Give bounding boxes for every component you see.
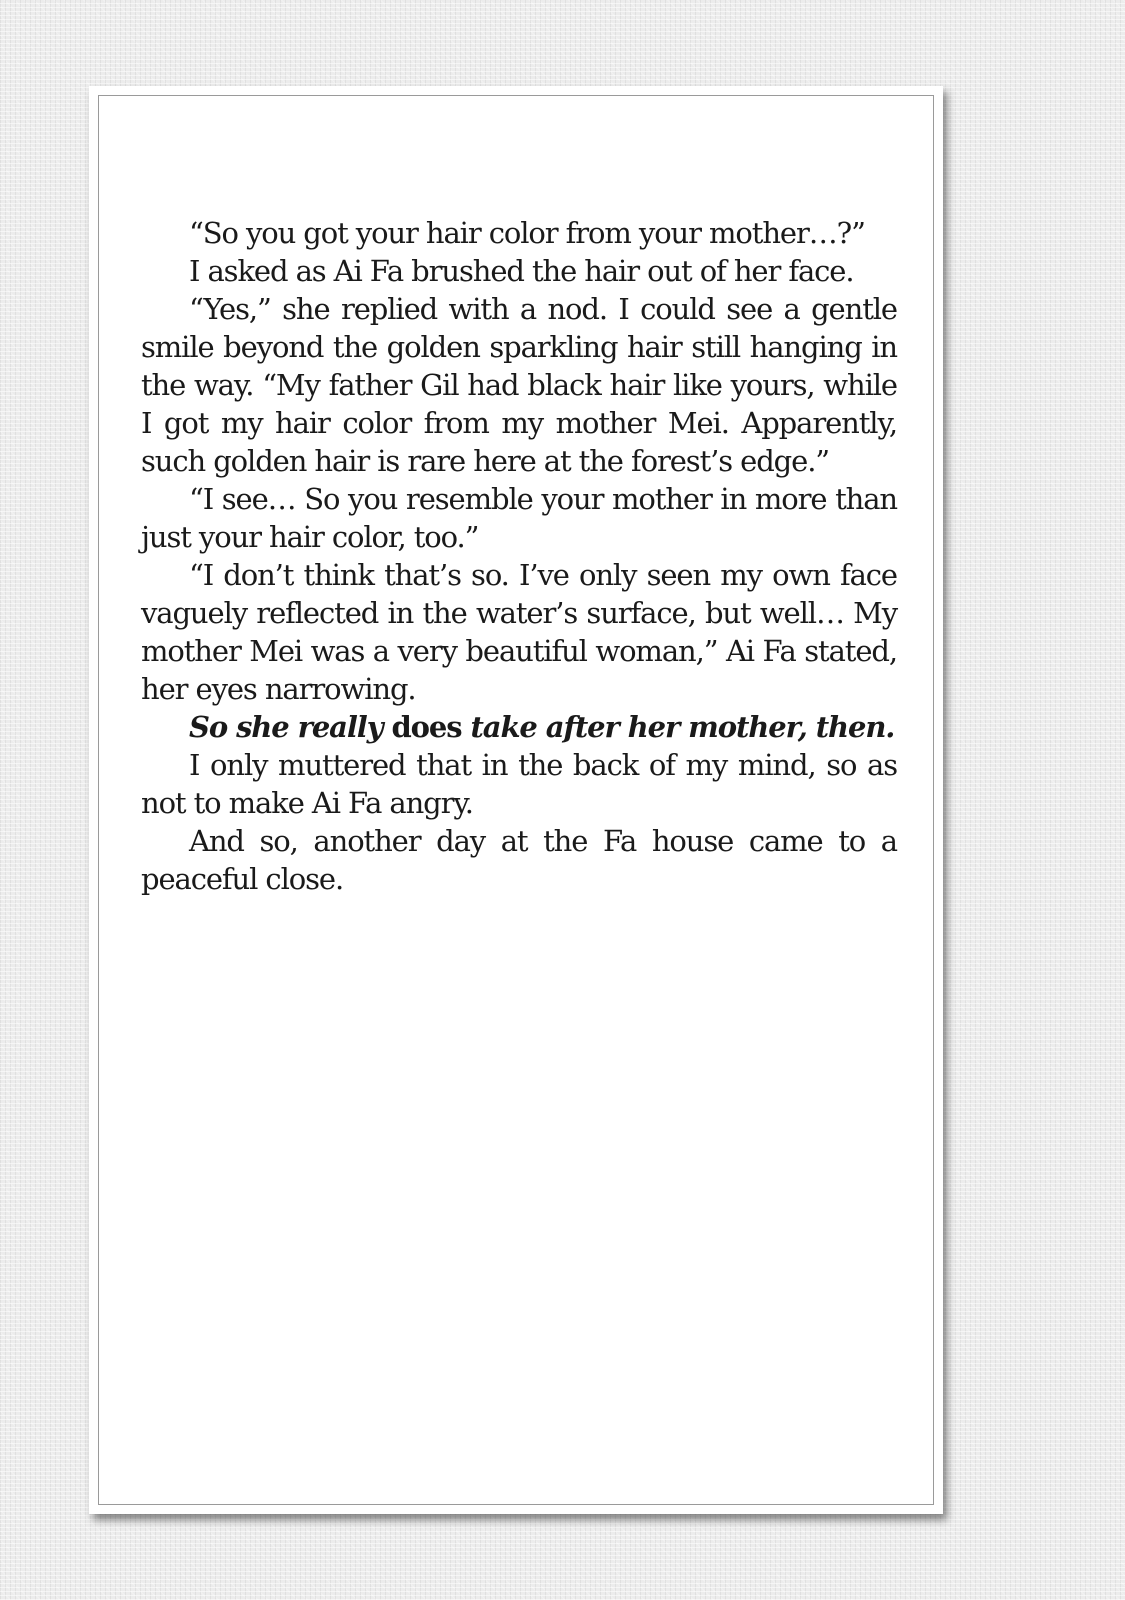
- inner-thought: [141, 708, 897, 746]
- paragraph: “I see… So you resemble your mother in more than just your hair color, too.”: [141, 482, 897, 554]
- paragraph: I asked as Ai Fa brushed the hair out of her face.: [189, 254, 854, 288]
- thought-emphasis: does: [391, 710, 462, 744]
- page-text: [141, 214, 897, 898]
- paragraph: And so, another day at the Fa house came to a peaceful close.: [141, 824, 897, 896]
- paragraph: I only muttered that in the back of my mind, so as not to make Ai Fa angry.: [141, 748, 897, 820]
- paragraph: “Yes,” she replied with a nod. I could see a gentle smile beyond the golden sparkling hair still hanging in the way. “My father Gil had black hair like yours, while I got my hair color from my mother Mei. Apparently, such golden hair is rare here at the forest’s edge.”: [141, 292, 897, 478]
- paragraph: “So you got your hair color from your mother…?”: [189, 216, 865, 250]
- thought-part: take after her mother, then.: [470, 710, 895, 744]
- paragraph: “I don’t think that’s so. I’ve only seen my own face vaguely reflected in the water’s surface, but well… My mother Mei was a very beautiful woman,” Ai Fa stated, her eyes narrowing.: [141, 558, 897, 706]
- book-page: [89, 86, 943, 1514]
- thought-part: So she really: [189, 710, 383, 744]
